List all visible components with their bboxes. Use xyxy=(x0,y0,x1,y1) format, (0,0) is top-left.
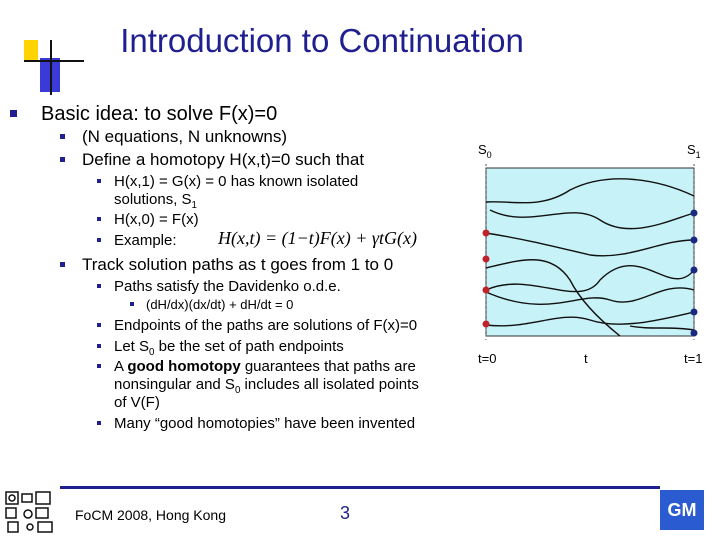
bullet-text: includes all isolated points xyxy=(240,376,419,393)
footer-conference-text: FoCM 2008, Hong Kong xyxy=(75,507,226,523)
bullet-square-icon xyxy=(97,217,101,221)
bullet-h-x-0 xyxy=(97,212,199,227)
t0-label: t=0 xyxy=(478,351,497,366)
bullet-square-icon xyxy=(60,262,65,267)
gm-logo-text: GM xyxy=(667,500,697,520)
gm-logo xyxy=(660,490,704,530)
bullet-good-homotopy-cont2 xyxy=(114,395,160,410)
bullet-square-icon xyxy=(97,323,101,327)
bullet-text: Paths satisfy the Davidenko o.d.e. xyxy=(114,278,341,295)
bullet-text: Track solution paths as t goes from 1 to 0 xyxy=(82,255,394,274)
start-point-dot xyxy=(691,210,698,217)
start-point-dot xyxy=(691,309,698,316)
footer-divider xyxy=(60,486,660,489)
bullet-basic-idea xyxy=(10,104,277,124)
bullet-square-icon xyxy=(97,421,101,425)
s0-label: $S_0$ xyxy=(478,142,492,160)
bullet-text: H(x,0) = F(x) xyxy=(114,211,199,228)
bullet-text: guarantees that paths are xyxy=(240,358,416,375)
bullet-square-icon xyxy=(97,364,101,368)
endpoint-dot xyxy=(483,287,490,294)
homotopy-formula: H(x,t) = (1−t)F(x) + γtG(x) xyxy=(218,228,417,248)
bullet-square-icon xyxy=(130,302,134,306)
subscript: 0 xyxy=(149,347,155,358)
s1-label: $S_1$ xyxy=(687,142,701,160)
diagram-background xyxy=(486,168,694,336)
bullet-good-homotopy-cont1 xyxy=(114,377,419,396)
bullet-square-icon xyxy=(97,238,101,242)
bullet-ode xyxy=(130,298,293,311)
slide-title xyxy=(0,22,640,60)
bullet-text: Let S xyxy=(114,338,150,355)
bullet-text: H(x,1) = G(x) = 0 has known isolated xyxy=(114,173,359,190)
page-number: 3 xyxy=(340,503,351,523)
bullet-text: Many “good homotopies” have been invented xyxy=(114,415,416,432)
bullet-define-homotopy xyxy=(60,151,364,168)
start-point-dot xyxy=(691,330,698,337)
bullet-text: Example: xyxy=(114,232,177,249)
bullet-h-x-1-cont xyxy=(114,192,197,211)
focm-logo-icon xyxy=(4,490,56,534)
subscript: 1 xyxy=(191,200,197,211)
t1-label: t=1 xyxy=(684,351,703,366)
bullet-endpoints xyxy=(97,318,417,333)
deco-horizontal-line xyxy=(24,60,84,62)
bullet-good-homotopy xyxy=(97,359,416,374)
endpoint-dot xyxy=(483,256,490,263)
bullet-text: Endpoints of the paths are solutions of F(x)=0 xyxy=(114,317,418,334)
bullet-let-s0 xyxy=(97,339,344,358)
bullet-text: be the set of path endpoints xyxy=(154,338,344,355)
bullet-square-icon xyxy=(97,344,101,348)
t-label: t xyxy=(584,351,588,366)
subscript: 0 xyxy=(234,385,241,396)
bullet-track-paths xyxy=(60,256,393,273)
start-point-dot xyxy=(691,267,698,274)
bullet-bold-text: good homotopy xyxy=(127,358,241,375)
bullet-davidenko xyxy=(97,279,341,294)
bullet-text: A xyxy=(114,358,128,375)
bullet-text: (dH/dx)(dx/dt) + dH/dt = 0 xyxy=(146,297,294,312)
path-diagram-svg xyxy=(470,130,715,370)
bullet-square-icon xyxy=(10,110,17,117)
bullet-text: (N equations, N unknowns) xyxy=(82,127,288,146)
bullet-text: Basic idea: to solve F(x)=0 xyxy=(41,103,278,125)
bullet-square-icon xyxy=(97,179,101,183)
bullet-square-icon xyxy=(97,284,101,288)
bullet-example xyxy=(97,233,177,248)
endpoint-dot xyxy=(483,321,490,328)
homotopy-path-diagram xyxy=(470,130,715,370)
bullet-text: nonsingular and S xyxy=(114,376,235,393)
slide-title-text: Introduction to Continuation xyxy=(120,22,524,59)
bullet-equations xyxy=(60,128,287,145)
bullet-text: solutions, S xyxy=(114,191,192,208)
bullet-h-x-1 xyxy=(97,174,358,189)
bullet-text: of V(F) xyxy=(114,394,160,411)
bullet-many-homotopies xyxy=(97,416,415,431)
bullet-text: Define a homotopy H(x,t)=0 such that xyxy=(82,150,365,169)
endpoint-dot xyxy=(483,230,490,237)
start-point-dot xyxy=(691,237,698,244)
bullet-square-icon xyxy=(60,134,65,139)
bullet-square-icon xyxy=(60,157,65,162)
